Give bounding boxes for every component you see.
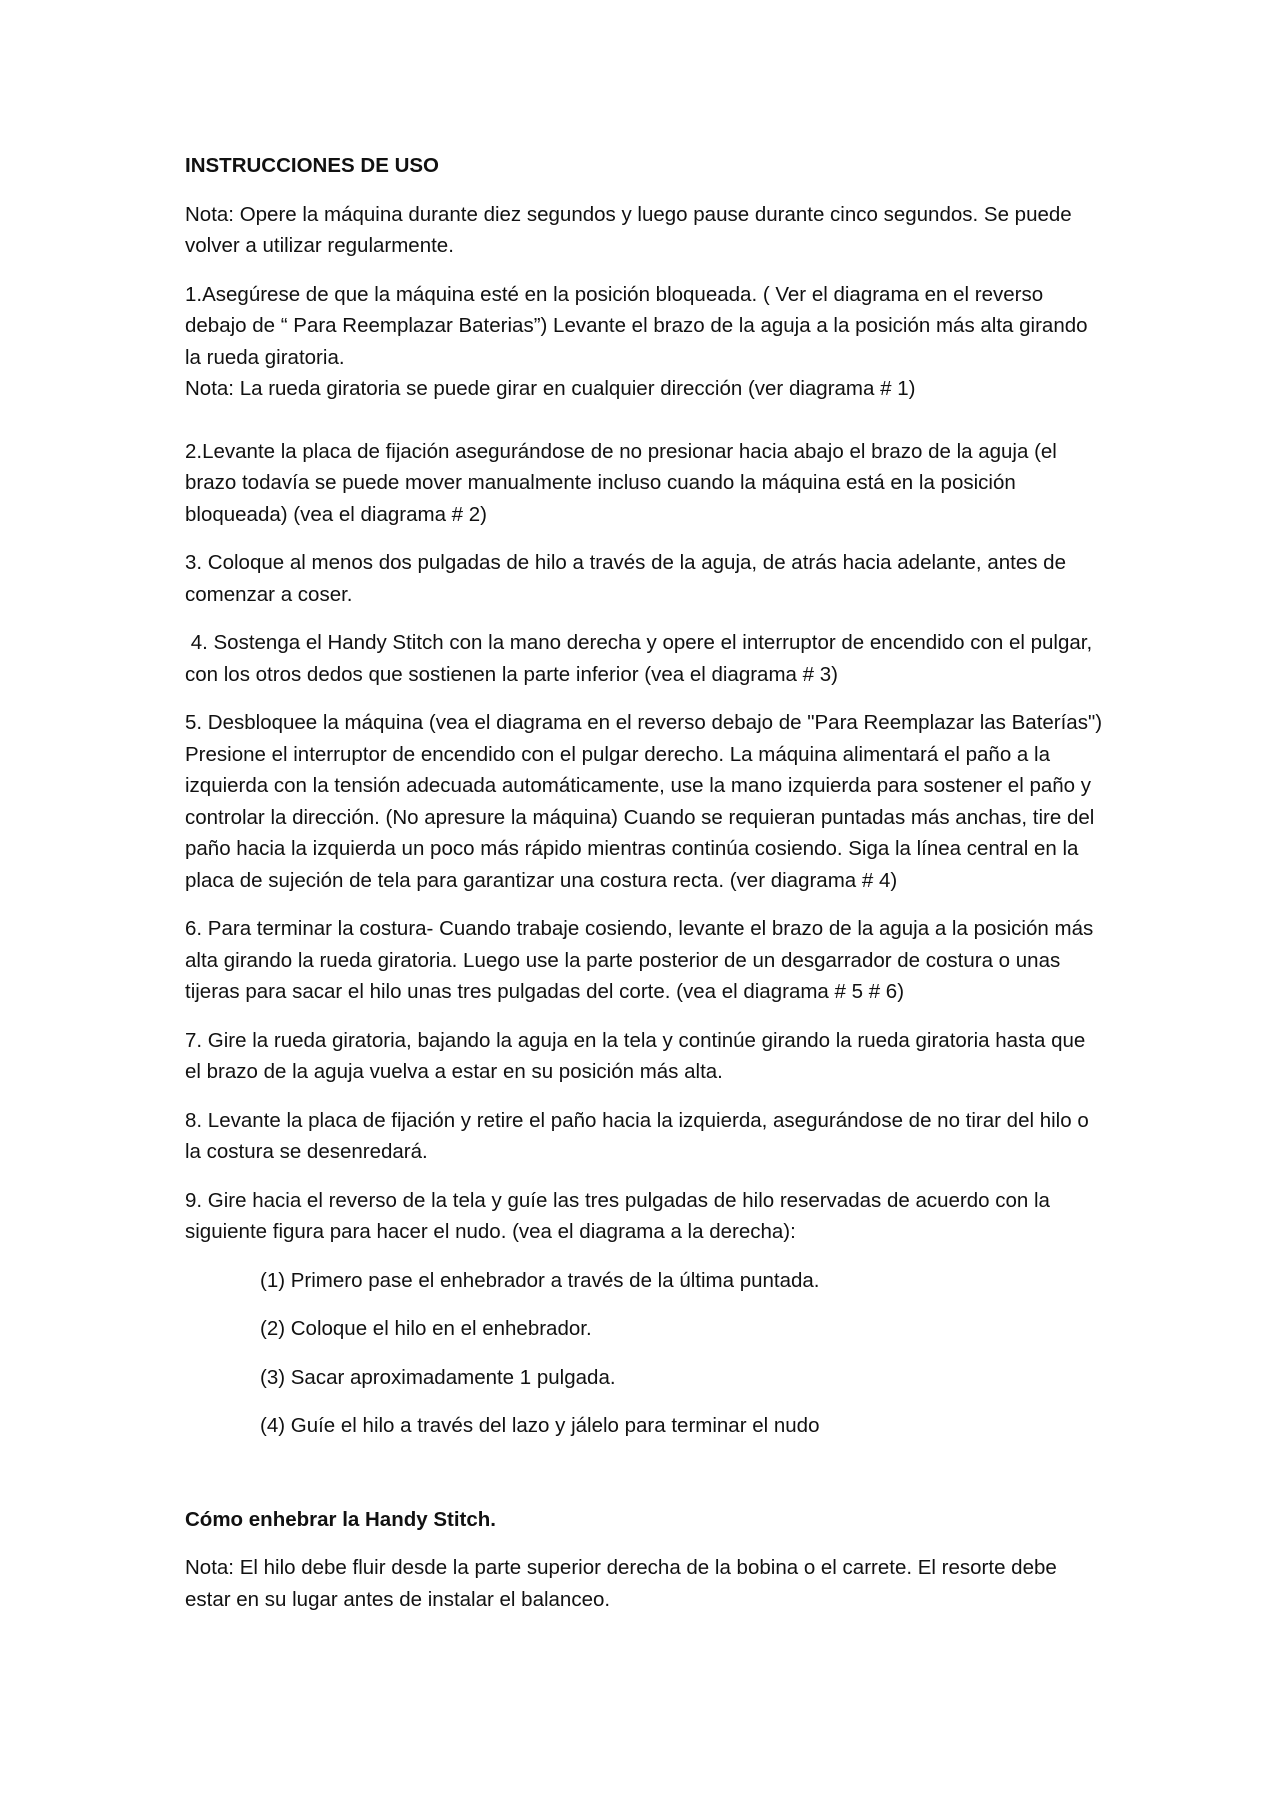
step-1-note: Nota: La rueda giratoria se puede girar en cualquier dirección (ver diagrama # 1) [185,377,916,400]
step-2: 2.Levante la placa de fijación asegurándose de no presionar hacia abajo el brazo de la aguja (el brazo todavía se puede mover manualmente incluso cuando la máquina está en la posición bloqueada) (vea el diagrama # 2) [185,439,1057,526]
step-4: 4. Sostenga el Handy Stitch con la mano derecha y opere el interruptor de encendido con el pulgar, con los otros dedos que sostienen la parte inferior (vea el diagrama # 3) [185,631,1098,686]
step-3: 3. Coloque al menos dos pulgadas de hilo a través de la aguja, de atrás hacia adelante, antes de comenzar a coser. [185,551,1066,606]
page-title: INSTRUCCIONES DE USO [185,154,439,177]
step-6: 6. Para terminar la costura- Cuando trabaje cosiendo, levante el brazo de la aguja a la posición más alta girando la rueda giratoria. Luego use la parte posterior de un desgarrador de costura o unas tijeras para sacar el hilo unas tres pulgadas del corte. (vea el diagrama # 5 # 6) [185,917,1094,1003]
step-8: 8. Levante la placa de fijación y retire el paño hacia la izquierda, asegurándose de no tirar del hilo o la costura se desenredará. [185,1108,1089,1163]
step-5: 5. Desbloquee la máquina (vea el diagrama en el reverso debajo de "Para Reemplazar las Baterías") Presione el interruptor de encendido con el pulgar derecho. La máquina alimentará el paño a la izquierda con la tensión adecuada automáticamente, use la mano izquierda para sostener el paño y controlar la dirección. (No apresure la máquina) Cuando se requieran puntadas más anchas, tire del paño hacia la izquierda un poco más rápido mientras continúa cosiendo. Siga la línea central en la placa de sujeción de tela para garantizar una costura recta. (ver diagrama # 4) [185,711,1103,892]
step-7: 7. Gire la rueda giratoria, bajando la aguja en la tela y continúe girando la rueda giratoria hasta que el brazo de la aguja vuelva a estar en su posición más alta. [185,1028,1086,1083]
substep-1: (1) Primero pase el enhebrador a través de la última puntada. [260,1268,820,1292]
step-9: 9. Gire hacia el reverso de la tela y guíe las tres pulgadas de hilo reservadas de acuerdo con la siguiente figura para hacer el nudo. (vea el diagrama a la derecha): [185,1188,1050,1243]
section-title-threading: Cómo enhebrar la Handy Stitch. [185,1507,496,1531]
substep-4: (4) Guíe el hilo a través del lazo y jálelo para terminar el nudo [260,1414,820,1437]
threading-note: Nota: El hilo debe fluir desde la parte superior derecha de la bobina o el carrete. El resorte debe estar en su lugar antes de instalar el balanceo. [185,1556,1057,1611]
usage-note: Nota: Opere la máquina durante diez segundos y luego pause durante cinco segundos. Se puede volver a utilizar regularmente. [185,202,1072,257]
substep-2: (2) Coloque el hilo en el enhebrador. [260,1317,592,1340]
substep-3: (3) Sacar aproximadamente 1 pulgada. [260,1365,616,1389]
document-page [185,150,1105,1632]
step-1: 1.Asegúrese de que la máquina esté en la posición bloqueada. ( Ver el diagrama en el reverso debajo de “ Para Reemplazar Baterias”) Levante el brazo de la aguja a la posición más alta girando la rueda giratoria. [185,282,1088,369]
